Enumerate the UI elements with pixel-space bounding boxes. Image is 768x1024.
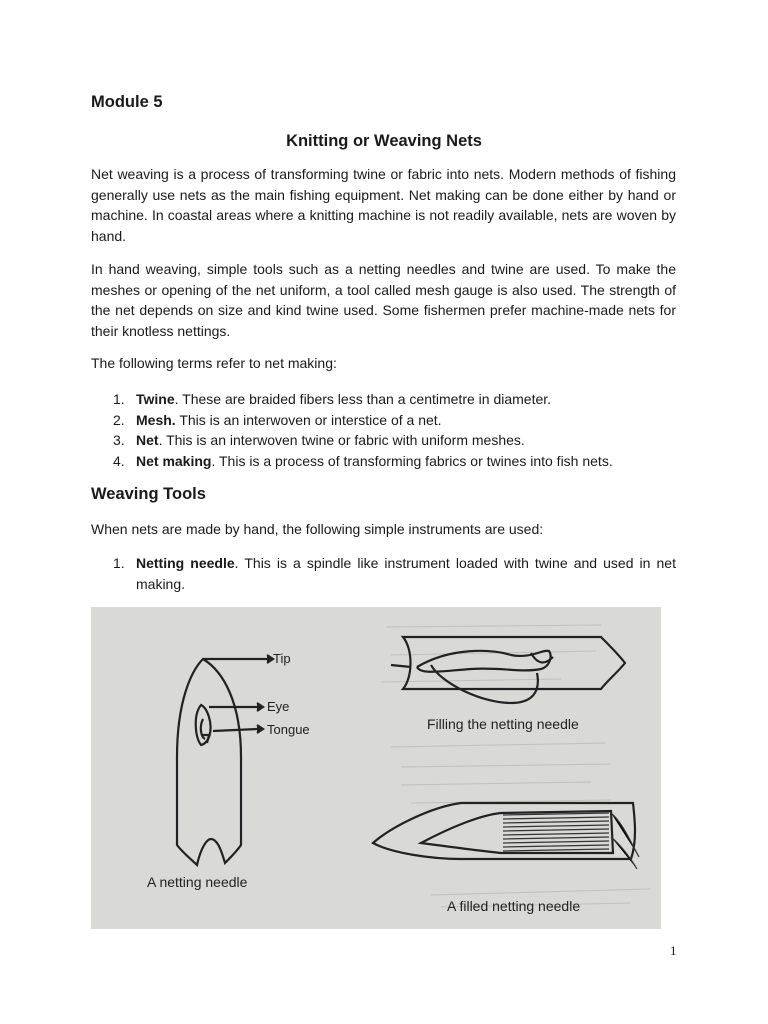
tools-intro: When nets are made by hand, the following simple instruments are used: — [91, 521, 544, 537]
page-title: Knitting or Weaving Nets — [286, 132, 482, 150]
terms-list — [91, 389, 691, 471]
list-item: 2. Mesh. This is an interwoven or interstice of a net. — [113, 411, 442, 428]
tongue-label: Tongue — [267, 722, 310, 737]
list-item: 1. Netting needle. This is a spindle like instrument loaded with twine and used in net making. — [113, 555, 676, 592]
figure-illustration — [91, 607, 661, 929]
tip-label: Tip — [273, 651, 291, 666]
netting-needle-drawing — [177, 655, 273, 865]
list-item: 1. Twine. These are braided fibers less than a centimetre in diameter. — [113, 391, 552, 407]
filled-needle-caption: A filled netting needle — [447, 898, 581, 914]
section-heading: Weaving Tools — [91, 485, 206, 503]
netting-needle-caption: A netting needle — [147, 874, 248, 890]
terms-intro: The following terms refer to net making: — [91, 355, 337, 371]
netting-needle-figure — [91, 607, 661, 929]
filled-twine-lines — [503, 813, 639, 869]
list-item: 4. Net making. This is a process of transforming fabrics or twines into fish nets. — [113, 452, 613, 469]
filling-needle-drawing — [391, 637, 625, 703]
intro-paragraph-1: Net weaving is a process of transforming twine or fabric into nets. Modern methods of fishing generally use nets as the main fishing equipment. Net making can be done either by hand or machine. In coastal areas where a knitting machine is not readily available, nets are woven by hand. — [91, 166, 676, 244]
page-number: 1 — [670, 943, 677, 958]
list-item: 3. Net. This is an interwoven twine or fabric with uniform meshes. — [113, 432, 525, 448]
intro-paragraph-2: In hand weaving, simple tools such as a netting needles and twine are used. To make the meshes or opening of the net uniform, a tool called mesh gauge is also used. The strength of the net depends on size and kind twine used. Some fishermen prefer machine-made nets for their knotless nettings. — [91, 261, 676, 339]
tools-list — [91, 553, 676, 594]
filling-needle-caption: Filling the netting needle — [427, 716, 579, 732]
eye-label: Eye — [267, 699, 290, 714]
module-label: Module 5 — [91, 93, 163, 111]
